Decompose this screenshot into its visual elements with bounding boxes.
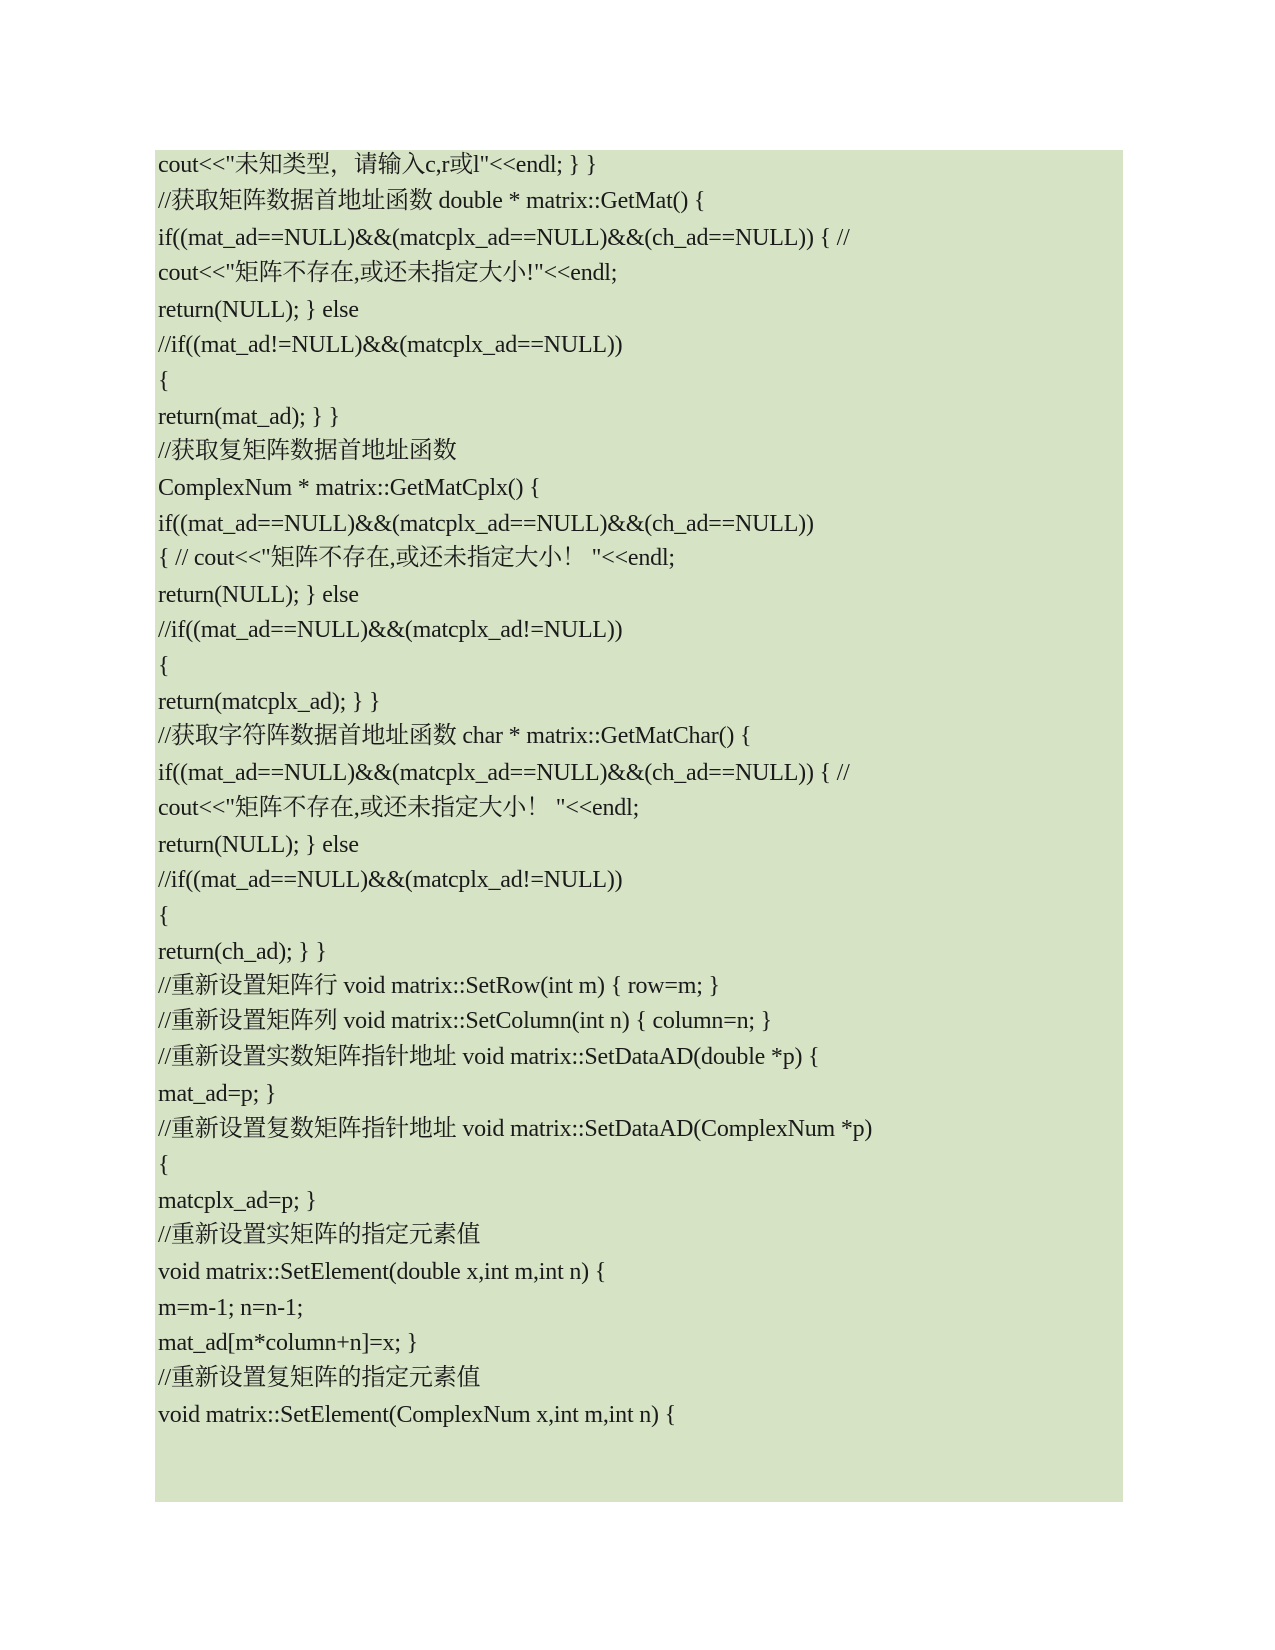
code-line: //获取矩阵数据首地址函数 double * matrix::GetMat() { <box>158 188 706 214</box>
code-line: return(matcplx_ad); } } <box>158 689 381 715</box>
code-line: //重新设置矩阵列 void matrix::SetColumn(int n) { column=n; } <box>158 1008 772 1034</box>
code-block <box>155 150 1123 1502</box>
code-line: if((mat_ad==NULL)&&(matcplx_ad==NULL)&&(ch_ad==NULL)) <box>158 511 814 537</box>
code-line: //if((mat_ad!=NULL)&&(matcplx_ad==NULL)) <box>158 332 623 358</box>
code-line: cout<<"未知类型，请输入c,r或l"<<endl; } } <box>158 152 597 178</box>
code-line: //获取字符阵数据首地址函数 char * matrix::GetMatChar() { <box>158 723 752 749</box>
code-line: void matrix::SetElement(ComplexNum x,int m,int n) { <box>158 1402 676 1428</box>
code-line: //if((mat_ad==NULL)&&(matcplx_ad!=NULL)) <box>158 617 623 643</box>
code-line: mat_ad=p; } <box>158 1081 277 1107</box>
code-line: mat_ad[m*column+n]=x; } <box>158 1330 418 1356</box>
code-line: //if((mat_ad==NULL)&&(matcplx_ad!=NULL)) <box>158 867 623 893</box>
code-line: //重新设置实数矩阵指针地址 void matrix::SetDataAD(double *p) { <box>158 1044 820 1070</box>
code-line: { <box>158 1152 170 1178</box>
code-line: void matrix::SetElement(double x,int m,int n) { <box>158 1259 607 1285</box>
code-line: { <box>158 653 170 679</box>
code-line: //获取复矩阵数据首地址函数 <box>158 438 457 464</box>
code-line: { <box>158 903 170 929</box>
code-line: if((mat_ad==NULL)&&(matcplx_ad==NULL)&&(ch_ad==NULL)) { // <box>158 760 850 786</box>
code-line: m=m-1; n=n-1; <box>158 1295 304 1321</box>
code-line: { // cout<<"矩阵不存在,或还未指定大小！ "<<endl; <box>158 545 675 571</box>
code-line: cout<<"矩阵不存在,或还未指定大小！ "<<endl; <box>158 795 640 821</box>
code-line: return(NULL); } else <box>158 832 359 858</box>
code-line: return(NULL); } else <box>158 297 359 323</box>
code-line: return(ch_ad); } } <box>158 939 327 965</box>
code-line: return(mat_ad); } } <box>158 404 340 430</box>
code-line: return(NULL); } else <box>158 582 359 608</box>
code-line: { <box>158 368 170 394</box>
code-line: ComplexNum * matrix::GetMatCplx() { <box>158 475 541 501</box>
code-line: //重新设置实矩阵的指定元素值 <box>158 1222 481 1248</box>
code-line: if((mat_ad==NULL)&&(matcplx_ad==NULL)&&(ch_ad==NULL)) { // <box>158 225 850 251</box>
code-line: //重新设置矩阵行 void matrix::SetRow(int m) { row=m; } <box>158 973 720 999</box>
code-line: //重新设置复矩阵的指定元素值 <box>158 1365 481 1391</box>
code-line: matcplx_ad=p; } <box>158 1188 317 1214</box>
code-line: //重新设置复数矩阵指针地址 void matrix::SetDataAD(ComplexNum *p) <box>158 1116 873 1142</box>
code-line: cout<<"矩阵不存在,或还未指定大小!"<<endl; <box>158 260 618 286</box>
